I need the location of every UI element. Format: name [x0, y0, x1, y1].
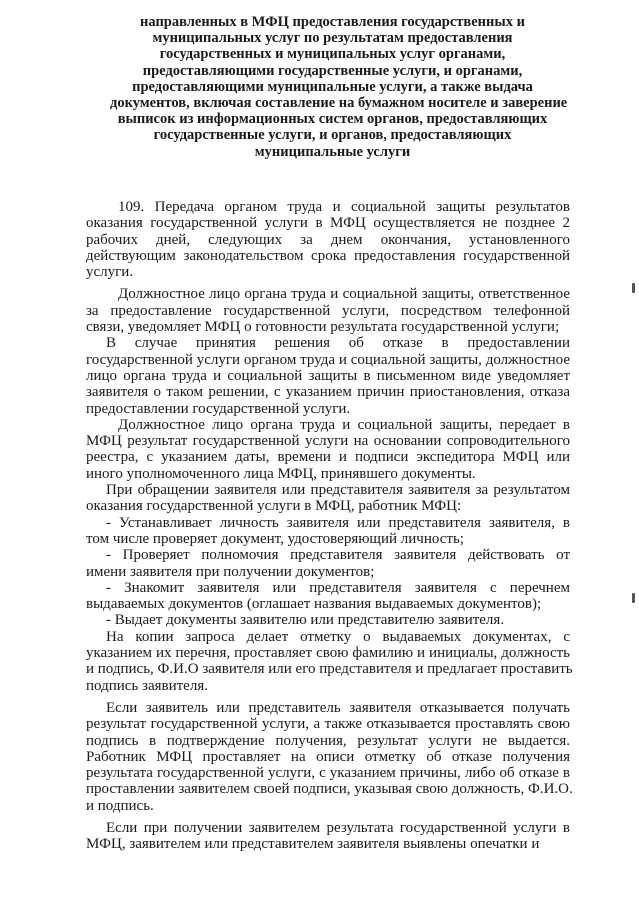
heading-line: предоставляющими государственные услуги, и органами, [142, 62, 523, 79]
paragraph-line: том числе проверяет документ, удостоверяющий личность; [86, 530, 464, 547]
paragraph-line: оказания государственной услуги в МФЦ, работник МФЦ: [86, 498, 462, 515]
paragraph-line: 109. Передача органом труда и социальной защиты результатов [118, 199, 570, 215]
heading-line: государственных и муниципальных услуг органами, [159, 46, 506, 63]
paragraph-line: результат государственной услуги, а также отказывается проставлять свою [86, 716, 570, 733]
heading-line: выписок из информационных систем органов, предоставляющих [117, 111, 548, 128]
heading-line: документов, включая составление на бумажном носителе и заверение [110, 95, 568, 112]
paragraph-line: - Знакомит заявителя или представителя заявителя с перечнем [106, 579, 570, 596]
paragraph [86, 699, 573, 814]
paragraph-line: государственной услуги органом труда и социальной защиты, должностное [86, 351, 570, 368]
paragraph [86, 417, 570, 482]
paragraph-line: и подпись, Ф.И.О заявителя или его представителя и предлагает проставить [86, 661, 573, 678]
paragraph [86, 286, 570, 335]
paragraph [86, 335, 570, 416]
paragraph-line: подпись заявителя. [86, 677, 208, 694]
paragraph-line: При обращении заявителя или представителя заявителя за результатом [106, 482, 570, 499]
paragraph [86, 199, 570, 280]
paragraph-line: оказания государственной услуги в МФЦ осуществляется не позднее 2 [86, 215, 570, 232]
paragraph-line: Если заявитель или представитель заявителя отказывается получать [106, 699, 570, 716]
heading-line: направленных в МФЦ предоставления государственных и [140, 14, 525, 30]
paragraph [86, 612, 570, 628]
paragraph-line: предоставлении государственной услуги. [86, 400, 351, 417]
paragraph-line: реестра, с указанием даты, времени и подписи экспедитора МФЦ или [86, 449, 570, 466]
document-body [86, 199, 573, 853]
paragraph-line: Если при получении заявителем результата государственной услуги в [106, 819, 570, 836]
heading-line: предоставляющими муниципальные услуги, а также выдача [132, 78, 533, 95]
paragraph-line: - Проверяет полномочия представителя заявителя действовать от [106, 547, 570, 564]
paragraph-line: иного уполномоченного лица МФЦ, принявшего документы. [86, 465, 476, 482]
paragraph-line: проставлении заявителем своей подписи, указывая свою должность, Ф.И.О. [86, 781, 573, 798]
paragraph-line: лицо органа труда и социальной защиты в письменном виде уведомляет [86, 367, 570, 384]
paragraph-line: указанием их перечня, проставляет свою фамилию и инициалы, должность [86, 645, 570, 662]
paragraph-line: Работник МФЦ проставляет на описи отметку об отказе получения [86, 748, 570, 765]
paragraph-line: услуги. [86, 264, 134, 281]
paragraph-line: На копии запроса делает отметку о выдаваемых документах, с [106, 628, 570, 645]
paragraph-line: за предоставление государственной услуги, посредством телефонной [86, 302, 570, 319]
paragraph-line: подпись в подтверждение получения, результат услуги не выдается. [86, 732, 570, 749]
paragraph-line: МФЦ результат государственной услуги на основании сопроводительного [86, 433, 570, 450]
paragraph-line: В случае принятия решения об отказе в предоставлении [106, 335, 570, 352]
paragraph-line: - Устанавливает личность заявителя или представителя заявителя, в [106, 514, 570, 531]
margin-mark [632, 593, 635, 603]
paragraph-line: результата государственной услуги, с указанием причины, либо об отказе в [86, 765, 570, 782]
paragraph [86, 482, 570, 515]
margin-mark [632, 283, 635, 293]
paragraph-line: Должностное лицо органа труда и социальной защиты, ответственное [118, 286, 570, 303]
heading-line: муниципальные услуги [254, 143, 411, 160]
paragraph [86, 628, 573, 694]
section-heading [110, 14, 568, 160]
paragraph-line: действующим законодательством срока предоставления государственной [86, 247, 570, 264]
paragraph [86, 515, 570, 548]
heading-line: государственные услуги, и органов, предоставляющих [153, 127, 512, 144]
paragraph [86, 820, 570, 853]
paragraph-line: имени заявителя при получении документов; [86, 563, 375, 580]
paragraph-line: и подпись. [86, 797, 154, 814]
paragraph-line: Должностное лицо органа труда и социальной защиты, передает в [118, 416, 570, 433]
paragraph [86, 547, 570, 580]
paragraph-line: - Выдает документы заявителю или представителю заявителя. [106, 612, 505, 629]
heading-line: муниципальных услуг по результатам предоставления [152, 30, 513, 47]
paragraph-line: выдаваемых документов (оглашает названия выдаваемых документов); [86, 596, 542, 613]
paragraph-line: МФЦ, заявителем или представителем заявителя выявлены опечатки и [86, 836, 540, 853]
paragraph-line: заявителя о таком решении, с указанием причин приостановления, отказа [86, 384, 570, 401]
paragraph [86, 580, 570, 613]
paragraph-line: связи, уведомляет МФЦ о готовности результата государственной услуги; [86, 319, 560, 336]
paragraph-line: рабочих дней, следующих за днем окончания, установленного [86, 231, 570, 248]
